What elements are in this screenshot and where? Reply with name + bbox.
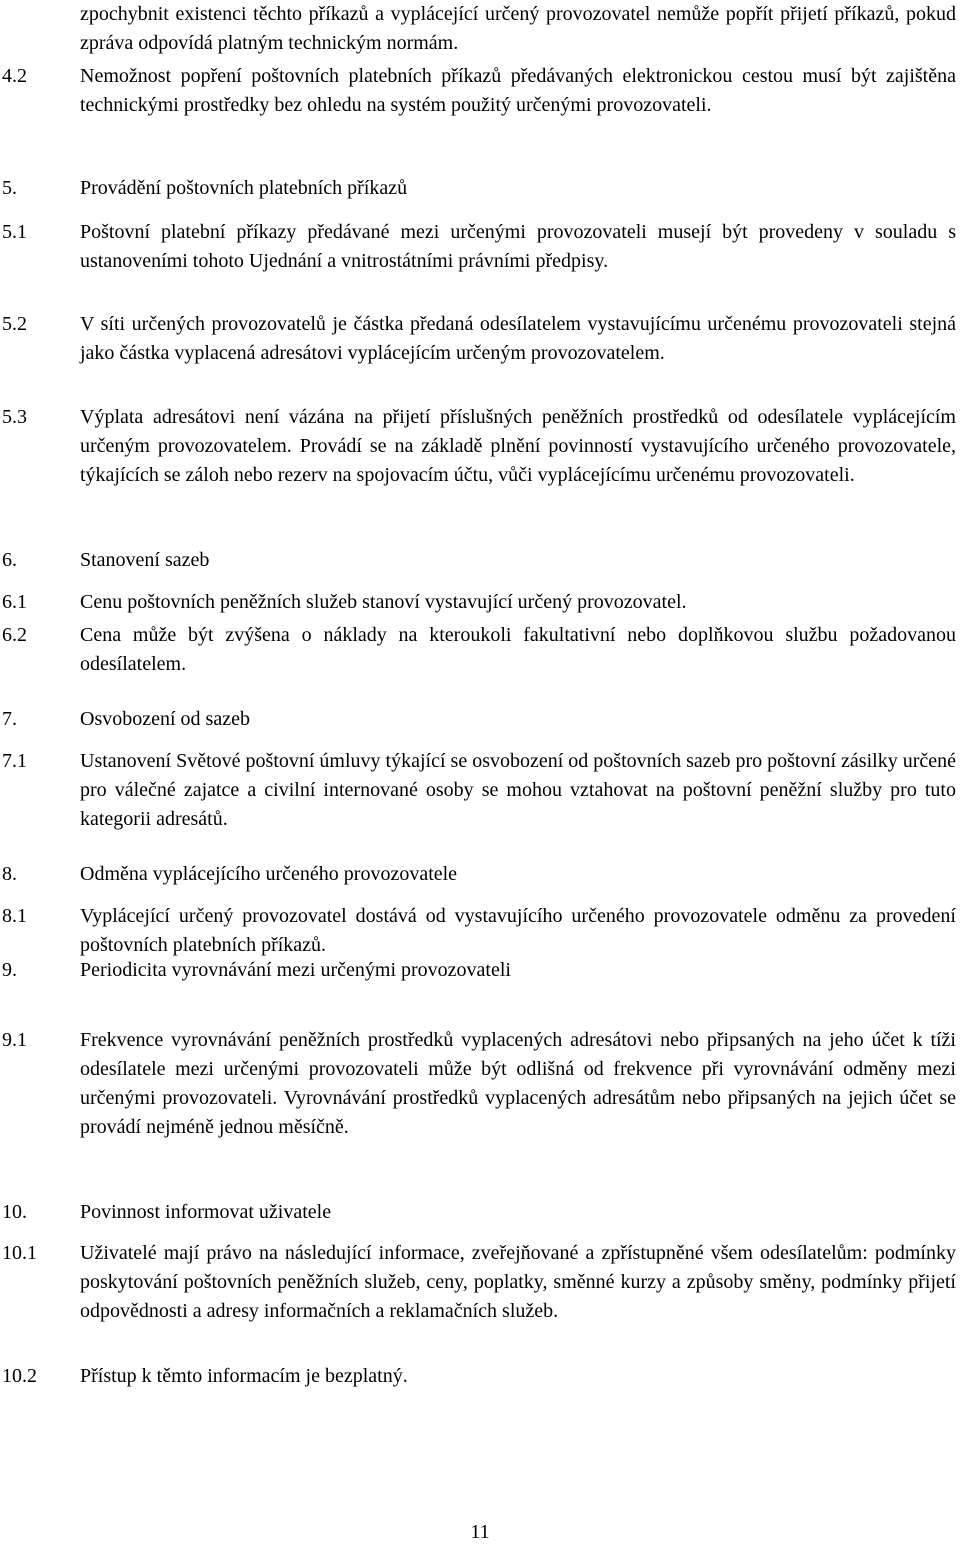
section-number: 7. [2,708,17,730]
section-number: 10.1 [2,1242,37,1264]
section-text: Vyplácející určený provozovatel dostává od vystavujícího určeného provozovatele odměnu za provedení poštovních platebních příkazů. [80,905,956,956]
section-text: Frekvence vyrovnávání peněžních prostředků vyplacených adresátovi nebo připsaných na jeho účet k tíži odesílatele mezi určenými provozovateli může být odlišná od frekvence při vyrovnávání odměny mezi určenými provozovateli. Vyrovnávání prostředků vyplacených adresátům nebo připsaných na jejich účet se provádí nejméně jednou měsíčně. [80,1029,956,1138]
section-number: 9. [2,959,17,981]
section-number: 5.2 [2,313,27,335]
section-text: Cena může být zvýšena o náklady na kteroukoli fakultativní nebo doplňkovou službu požadovanou odesílatelem. [80,624,956,675]
section-text: Přístup k těmto informacím je bezplatný. [80,1365,408,1387]
section-text: Cenu poštovních peněžních služeb stanoví vystavující určený provozovatel. [80,591,687,613]
section-number: 5.1 [2,221,27,243]
section-number: 6.2 [2,624,27,646]
section-heading: Provádění poštovních platebních příkazů [80,177,408,199]
section-number: 5. [2,177,17,199]
section-number: 8.1 [2,905,27,927]
section-text: Ustanovení Světové poštovní úmluvy týkající se osvobození od poštovních sazeb pro poštovní zásilky určené pro válečné zajatce a civilní internované osoby se mohou vztahovat na poštovní peněžní služby pro tuto kategorii adresátů. [80,750,956,830]
section-number: 6.1 [2,591,27,613]
section-text: V síti určených provozovatelů je částka předaná odesílatelem vystavujícímu určenému provozovateli stejná jako částka vyplacená adresátovi vyplácejícím určeným provozovatelem. [80,313,956,364]
section-number: 4.2 [2,65,27,87]
section-number: 6. [2,549,17,571]
section-text: Nemožnost popření poštovních platebních příkazů předávaných elektronickou cestou musí být zajištěna technickými prostředky bez ohledu na systém použitý určenými provozovateli. [80,65,956,116]
section-heading: Stanovení sazeb [80,549,210,571]
section-number: 8. [2,863,17,885]
section-text: Výplata adresátovi není vázána na přijetí příslušných peněžních prostředků od odesílatele vyplácejícím určeným provozovatelem. Provádí se na základě plnění povinností vystavujícího určeného provozovatele, týkajících se záloh nebo rezerv na spojovacím účtu, vůči vyplácejícímu určenému provozovateli. [80,406,956,486]
section-number: 10. [2,1201,27,1223]
section-text: Poštovní platební příkazy předávané mezi určenými provozovateli musejí být provedeny v souladu s ustanoveními tohoto Ujednání a vnitrostátními právními předpisy. [80,221,956,272]
section-text: Uživatelé mají právo na následující informace, zveřejňované a zpřístupněné všem odesílatelům: podmínky poskytování poštovních peněžních služeb, ceny, poplatky, směnné kurzy a způsoby směny, podmínky přijetí odpovědnosti a adresy informačních a reklamačních služeb. [80,1242,956,1322]
section-heading: Periodicita vyrovnávání mezi určenými provozovateli [80,959,511,981]
page-number: 11 [470,1521,490,1543]
section-heading: Povinnost informovat uživatele [80,1201,332,1223]
section-heading: Odměna vyplácejícího určeného provozovatele [80,863,458,885]
section-heading: Osvobození od sazeb [80,708,250,730]
section-number: 9.1 [2,1029,27,1051]
section-number: 5.3 [2,406,27,428]
section-number: 7.1 [2,750,27,772]
section-number: 10.2 [2,1365,37,1387]
section-text: zpochybnit existenci těchto příkazů a vyplácející určený provozovatel nemůže popřít přijetí příkazů, pokud zpráva odpovídá platným technickým normám. [80,3,956,54]
